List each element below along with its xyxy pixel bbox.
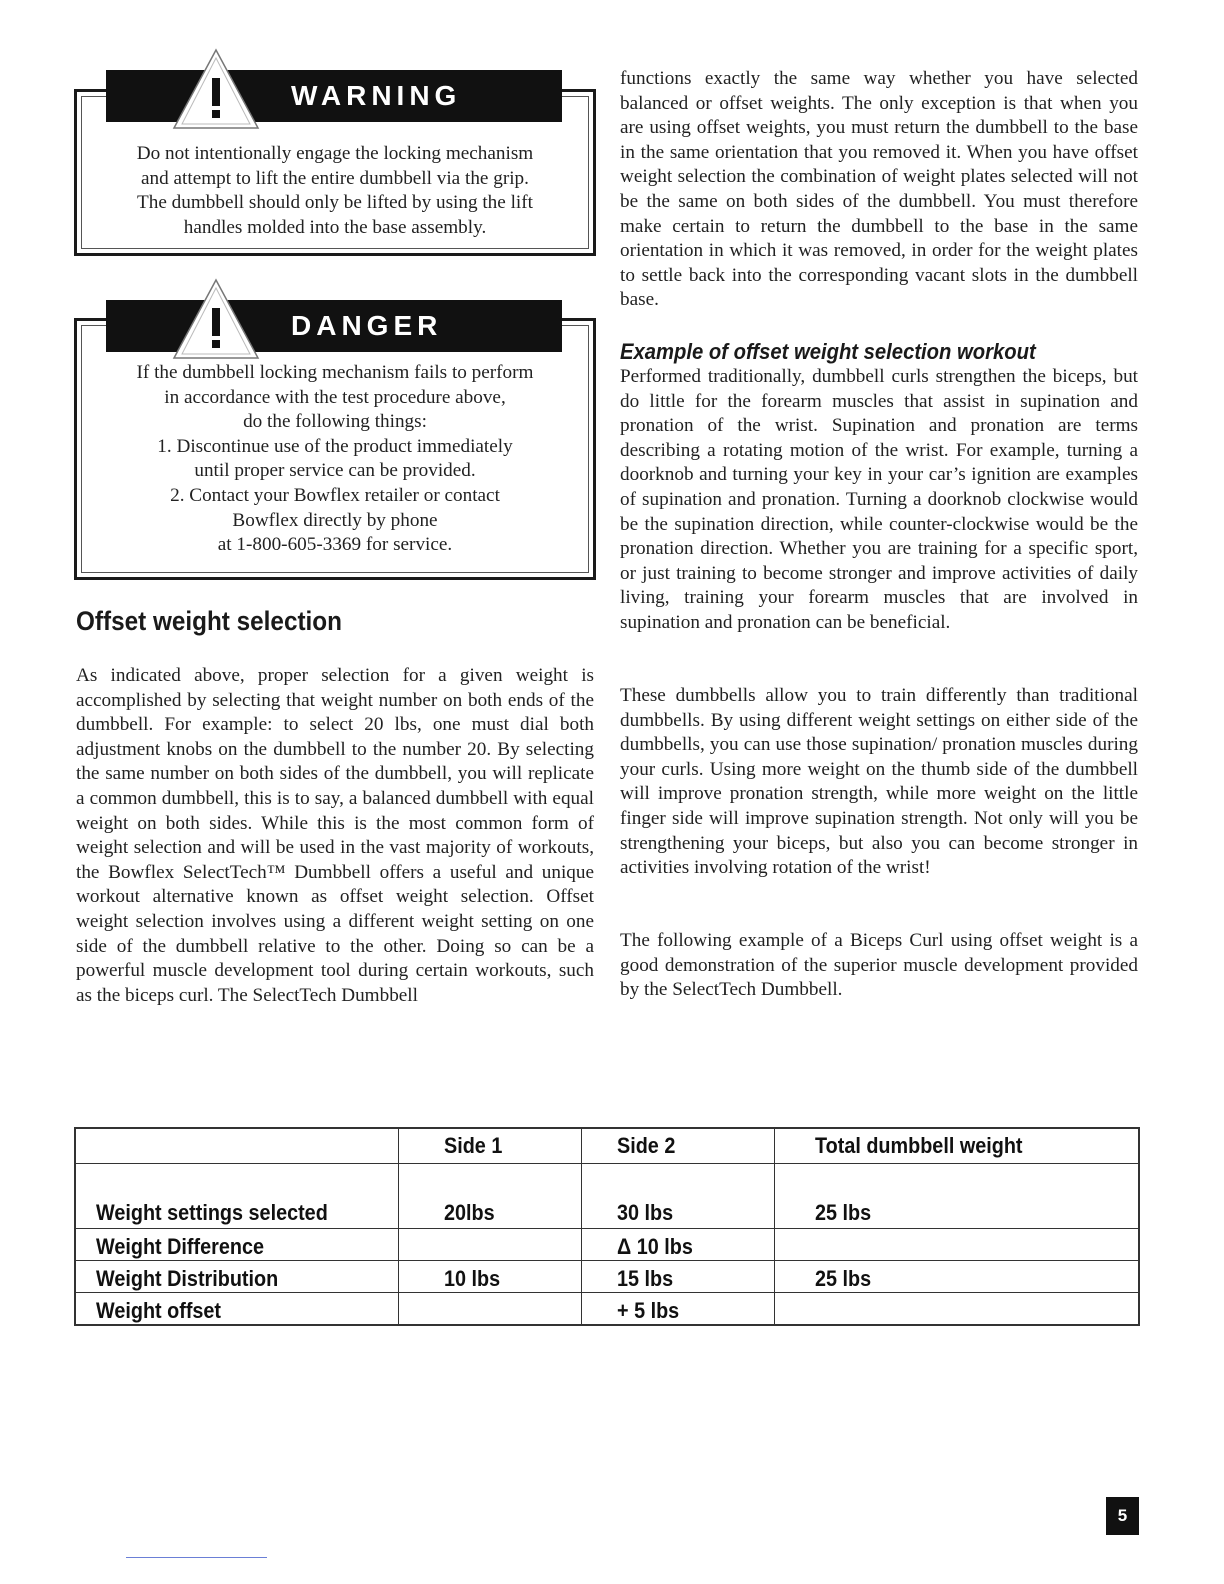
table-row <box>75 1164 1139 1229</box>
danger-line: 2. Contact your Bowflex retailer or contact <box>170 484 500 506</box>
table-cell: Weight Distribution <box>75 1261 399 1293</box>
danger-line: 1. Discontinue use of the product immediately <box>157 435 513 457</box>
danger-line: at 1-800-605-3369 for service. <box>217 534 453 556</box>
table-cell: Weight settings selected <box>75 1164 399 1229</box>
warning-line: and attempt to lift the entire dumbbell via the grip. <box>141 167 529 189</box>
danger-line: in accordance with the test procedure above, <box>164 386 506 408</box>
warning-banner-label: WARNING <box>291 80 462 111</box>
table-cell: 10 lbs <box>399 1261 582 1293</box>
table-row <box>75 1229 1139 1261</box>
danger-line: Bowflex directly by phone <box>232 509 438 531</box>
table-cell: 20lbs <box>399 1164 582 1229</box>
danger-line: If the dumbbell locking mechanism fails to perform <box>136 362 534 383</box>
danger-text <box>74 361 596 558</box>
section-heading: Offset weight selection <box>76 606 343 636</box>
warning-line: The dumbbell should only be lifted by using the lift <box>137 192 533 214</box>
danger-line: until proper service can be provided. <box>194 460 476 482</box>
table-header-cell: Total dumbbell weight <box>775 1128 1140 1164</box>
warning-text <box>74 142 596 240</box>
warning-line: handles molded into the base assembly. <box>183 216 487 238</box>
weight-table <box>74 1127 1140 1326</box>
example-paragraph-1: Performed traditionally, dumbbell curls strengthen the biceps, but do little for the forearm muscles that assist in supination and pronation of the wrist. Supination and pronation are terms describing a rotating motion of the wrist. For example, turning a doorknob and turning your key in your car’s ignition are examples of supination and pronation. Turning a doorknob clockwise would be the supination direction, while counter-clockwise would be the pronation direction. Whether you are training for a specific sport, or just training to become stronger and improve activities of daily living, training your forearm muscles that are involved in supination and pronation can be beneficial. <box>620 366 1138 633</box>
example-paragraph-3: The following example of a Biceps Curl using offset weight is a good demonstration of the superior muscle development provided by the SelectTech Dumbbell. <box>620 930 1138 1001</box>
table-row <box>75 1293 1139 1326</box>
table-cell <box>399 1229 582 1261</box>
table-cell: Weight Difference <box>75 1229 399 1261</box>
subheading: Example of offset weight selection workout <box>620 339 1036 364</box>
warning-line: Do not intentionally engage the locking mechanism <box>136 143 534 164</box>
footer-rule <box>126 1557 267 1558</box>
table-cell: 25 lbs <box>775 1261 1140 1293</box>
table-cell: 25 lbs <box>775 1164 1140 1229</box>
warning-triangle-icon <box>170 46 262 132</box>
table-header-cell <box>75 1128 399 1164</box>
danger-line: do the following things: <box>243 411 427 433</box>
table-cell <box>775 1293 1140 1326</box>
table-cell: + 5 lbs <box>582 1293 775 1326</box>
table-header-cell: Side 1 <box>399 1128 582 1164</box>
table-row <box>75 1261 1139 1293</box>
example-paragraph-2: These dumbbells allow you to train differently than traditional dumbbells. By using different weight settings on either side of the dumbbells, you can use those supination/ pronation muscles during your curls. Using more weight on the thumb side of the dumbbell will improve pronation strength, while more weight on the little finger side will improve supination strength. Not only will you be strengthening your biceps, but also you can become stronger in activities involving rotation of the wrist! <box>620 685 1138 879</box>
table-header-row <box>75 1128 1139 1164</box>
table-cell: 30 lbs <box>582 1164 775 1229</box>
continuation-paragraph: functions exactly the same way whether you have selected balanced or offset weights. The only exception is that when you are using offset weights, you must return the dumbbell to the base in the same orientation that you removed it. When you have offset weight selection the combination of weight plates selected will not be the same on both sides of the dumbbell. You must therefore make certain to return the dumbbell to the base in the same orientation in which it was removed, in order for the weight plates to settle back into the corresponding vacant slots in the dumbbell base. <box>620 68 1138 311</box>
table-cell: 15 lbs <box>582 1261 775 1293</box>
warning-triangle-icon <box>170 276 262 362</box>
table-cell <box>399 1293 582 1326</box>
table-cell: Δ 10 lbs <box>582 1229 775 1261</box>
table-cell <box>775 1229 1140 1261</box>
page-number: 5 <box>1106 1497 1139 1535</box>
danger-banner-label: DANGER <box>291 310 443 341</box>
table-header-cell: Side 2 <box>582 1128 775 1164</box>
offset-paragraph: As indicated above, proper selection for a given weight is accomplished by selecting that weight number on both ends of the dumbbell. For example: to select 20 lbs, one must dial both adjustment knobs on the dumbbell to the number 20. By selecting the same number on both sides of the dumbbell, you will replicate a common dumbbell, this is to say, a balanced dumbbell with equal weight on both sides. While this is the most common form of weight selection and will be used in the vast majority of workouts, the Bowflex SelectTech™ Dumbbell offers a useful and unique workout alternative known as offset weight selection. Offset weight selection involves using a different weight setting on one side of the dumbbell relative to the other. Doing so can be a powerful muscle development tool during certain workouts, such as the biceps curl. The SelectTech Dumbbell <box>76 665 594 1006</box>
table-cell: Weight offset <box>75 1293 399 1326</box>
